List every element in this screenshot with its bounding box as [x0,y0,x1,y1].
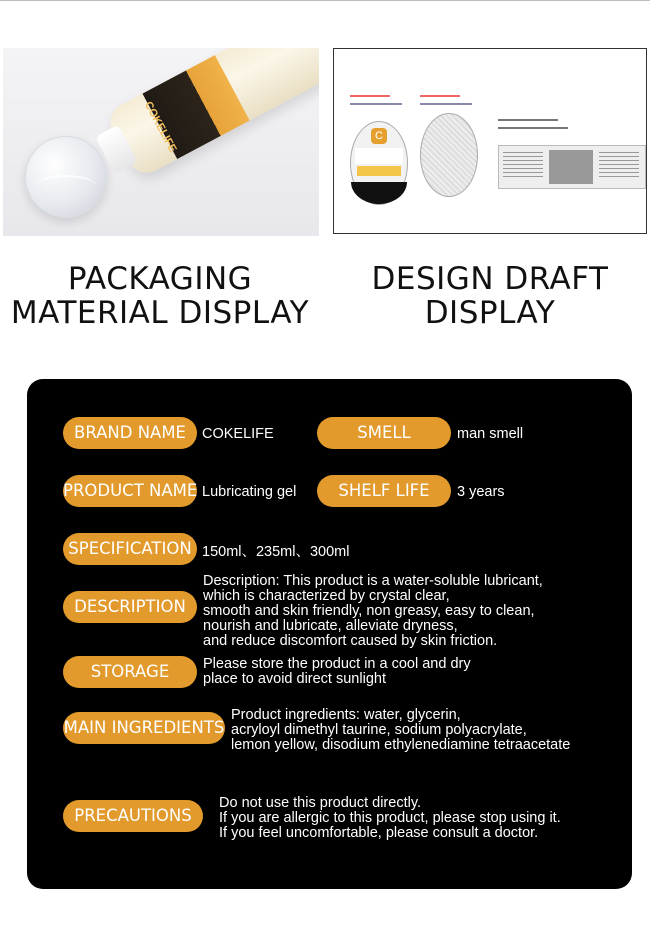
product-info-panel [27,379,632,889]
specification-label: SPECIFICATION [63,533,197,565]
description-label: DESCRIPTION [63,591,197,623]
description-line: and reduce discomfort caused by skin friction. [203,633,498,649]
storage-line: Please store the product in a cool and dry [203,656,471,672]
ingredients-line: acryloyl dimethyl taurine, sodium polyacrylate, [231,722,527,738]
description-line: smooth and skin friendly, non greasy, easy to clean, [203,603,535,619]
design-draft-heading [340,262,640,330]
ingredients-line: lemon yellow, disodium ethylenediamine tetraacetate [231,737,571,753]
heading-line: MATERIAL DISPLAY [10,295,310,331]
bottle-label [142,55,249,159]
precautions-line: Do not use this product directly. [219,795,422,811]
draft-label-yellow-band [357,166,401,176]
ingredients-line: Product ingredients: water, glycerin, [231,707,461,723]
shelf-life-label: SHELF LIFE [317,475,451,507]
heading-line: PACKAGING [67,261,253,297]
precautions-line: If you feel uncomfortable, please consult a doctor. [219,825,539,841]
draft-detail-line [350,103,402,105]
description-line: which is characterized by crystal clear, [203,588,450,604]
draft-center-panel [549,150,593,184]
heading-line: DESIGN DRAFT [371,261,609,297]
draft-front-label [350,121,408,205]
draft-caption-line [498,127,568,129]
main-ingredients-text [231,708,570,753]
storage-line: place to avoid direct sunlight [203,671,386,687]
product-name-label: PRODUCT NAME [63,475,197,507]
brand-name-label: BRAND NAME [63,417,197,449]
storage-text [203,657,471,687]
description-text [203,574,543,649]
smell-value: man smell [457,426,524,442]
storage-label: STORAGE [63,656,197,688]
design-draft-image [333,48,647,234]
description-line: Description: This product is a water-soluble lubricant, [203,573,543,589]
bottle-cap-image [25,136,107,218]
draft-label-band [355,148,403,164]
precautions-label: PRECAUTIONS [63,800,203,832]
draft-label-black-base [351,182,407,204]
smell-label: SMELL [317,417,451,449]
description-line: nourish and lubricate, alleviate dryness, [203,618,458,634]
precautions-line: If you are allergic to this product, please stop using it. [219,810,561,826]
main-ingredients-label: MAIN INGREDIENTS [63,712,225,744]
top-divider [0,0,650,1]
brand-logo-icon: C [371,128,387,144]
packaging-material-heading [10,262,310,330]
precautions-text [219,796,561,841]
shelf-life-value: 3 years [457,484,505,500]
bottle-label-text: COKELIFE [141,99,179,155]
draft-title-line [420,95,460,97]
draft-text-block [599,152,639,180]
packaging-photo [3,48,319,236]
draft-wrap-label [498,145,646,189]
draft-detail-line [420,103,472,105]
brand-name-value: COKELIFE [202,426,274,442]
heading-line: DISPLAY [424,295,556,331]
draft-back-label [420,113,478,197]
draft-text-block [503,152,543,180]
bottle-image [104,48,319,180]
product-name-value: Lubricating gel [202,484,297,500]
draft-title-line [350,95,390,97]
specification-value: 150ml、235ml、300ml [202,544,350,560]
draft-caption-line [498,119,558,121]
